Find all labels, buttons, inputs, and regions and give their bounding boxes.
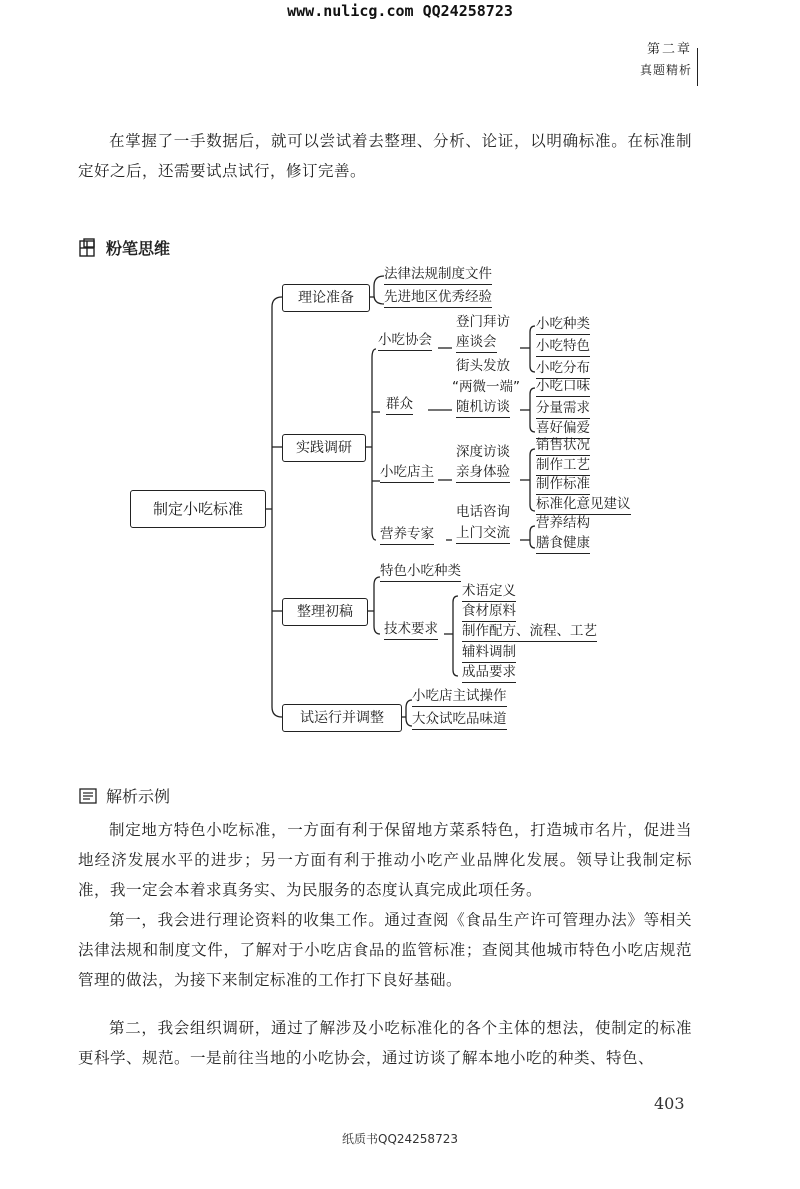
group-tech: 技术要求 xyxy=(384,621,438,640)
draft-item-types: 特色小吃种类 xyxy=(380,563,461,582)
body-paragraph: 第二，我会组织调研，通过了解涉及小吃标准化的各个主体的想法，使制定的标准更科学、规范。一是前往当地的小吃协会，通过访谈了解本地小吃的种类、特色、 xyxy=(78,1019,692,1067)
branch-theory: 理论准备 xyxy=(282,284,370,312)
section-label: 真题精析 xyxy=(639,63,692,77)
body-paragraph: 第一，我会进行理论资料的收集工作。通过查阅《食品生产许可管理办法》等相关法律法规和制度文件，了解对于小吃店食品的监管标准；查阅其他城市特色小吃店规范管理的做法，为接下来制定标准的工作打下良好基础。 xyxy=(78,911,692,989)
group-public: 群众 xyxy=(386,396,413,415)
assoc-method: 登门拜访 xyxy=(456,314,510,330)
intro-paragraph: 在掌握了一手数据后，就可以尝试着去整理、分析、论证，以明确标准。在标准制定好之后，还需要试点试行，修订完善。 xyxy=(78,132,692,180)
page-number: 403 xyxy=(654,1094,685,1113)
group-experts: 营养专家 xyxy=(380,526,434,545)
theory-item-experience: 先进地区优秀经验 xyxy=(384,289,492,308)
trial-item: 小吃店主试操作 xyxy=(412,688,507,707)
assoc-result: 小吃种类 xyxy=(536,316,590,335)
tech-item: 成品要求 xyxy=(462,664,516,683)
experts-method: 电话咨询 xyxy=(456,504,510,520)
shops-result: 销售状况 xyxy=(536,437,590,456)
tech-item: 术语定义 xyxy=(462,583,516,602)
body-paragraph: 制定地方特色小吃标准，一方面有利于保留地方菜系特色，打造城市名片，促进当地经济发展水平的进步；另一方面有利于推动小吃产业品牌化发展。领导让我制定标准，我一定会本着求真务实、为民服务的态度认真完成此项任务。 xyxy=(78,821,692,899)
tech-item: 食材原料 xyxy=(462,603,516,622)
mindmap-root: 制定小吃标准 xyxy=(130,490,266,528)
public-method: 随机访谈 xyxy=(456,399,510,418)
tech-item: 辅料调制 xyxy=(462,644,516,663)
shops-method: 深度访谈 xyxy=(456,444,510,460)
theory-item-laws: 法律法规制度文件 xyxy=(384,266,492,285)
analysis-section-label: 解析示例 xyxy=(106,787,171,806)
shops-method: 亲身体验 xyxy=(456,464,510,483)
experts-result: 营养结构 xyxy=(536,515,590,531)
chapter-label: 第二章 xyxy=(646,42,692,57)
group-assoc: 小吃协会 xyxy=(378,332,432,351)
assoc-result: 小吃特色 xyxy=(536,338,590,357)
branch-practice: 实践调研 xyxy=(282,434,366,462)
public-method: 街头发放 xyxy=(456,358,510,374)
branch-trial: 试运行并调整 xyxy=(282,704,402,732)
shops-result: 制作标准 xyxy=(536,476,590,495)
experts-method: 上门交流 xyxy=(456,525,510,544)
public-result: 分量需求 xyxy=(536,400,590,419)
branch-draft: 整理初稿 xyxy=(282,598,368,626)
shops-result: 制作工艺 xyxy=(536,457,590,476)
site-watermark: www.nulicg.com QQ24258723 xyxy=(287,2,513,20)
shops-result: 标准化意见建议 xyxy=(536,496,631,515)
analysis-section-title xyxy=(78,784,170,807)
assoc-method: 座谈会 xyxy=(456,334,497,353)
experts-result: 膳食健康 xyxy=(536,535,590,554)
group-shops: 小吃店主 xyxy=(380,464,434,483)
mindmap-section-label: 粉笔思维 xyxy=(106,239,171,258)
bottom-watermark: 纸质书QQ24258723 xyxy=(342,1132,458,1146)
public-result: 喜好偏爱 xyxy=(536,420,590,439)
public-method: “两微一端” xyxy=(452,379,520,395)
public-result: 小吃口味 xyxy=(536,378,590,397)
assoc-result: 小吃分布 xyxy=(536,360,590,379)
tech-item: 制作配方、流程、工艺 xyxy=(462,623,597,642)
analysis-icon xyxy=(78,786,98,806)
trial-item: 大众试吃品味道 xyxy=(412,711,507,730)
